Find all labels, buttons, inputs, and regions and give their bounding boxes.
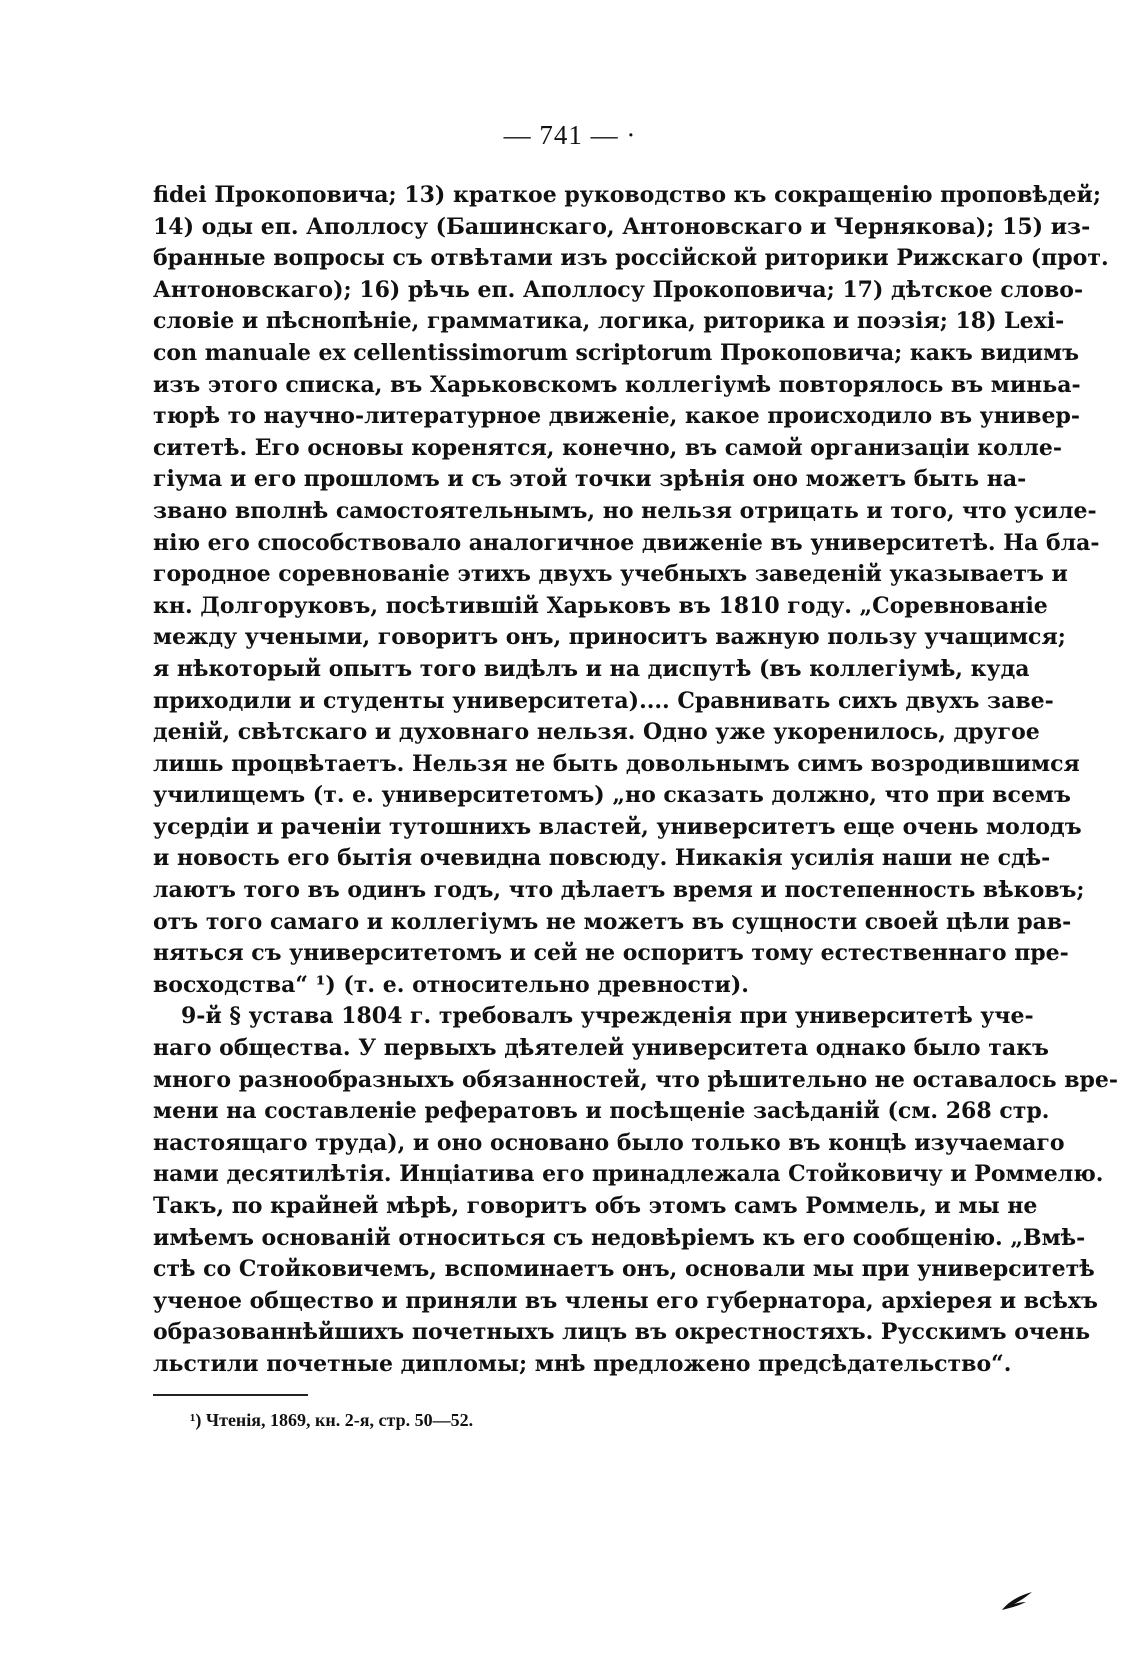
text-line: тюрѣ то научно-литературное движеніе, какое происходило въ универ- [153, 403, 1080, 430]
text-line: нію его способствовало аналогичное движеніе въ университетѣ. На бла- [153, 529, 1100, 556]
text-line: нами десятилѣтія. Инціатива его принадлежала Стойковичу и Роммелю. [153, 1161, 1104, 1188]
ink-mark-icon [1000, 1588, 1034, 1614]
text-line: наго общества. У первыхъ дѣятелей университета однако было такъ [153, 1035, 1049, 1062]
text-line: fidei Прокоповича; 13) краткое руководство къ сокращенію проповѣдей; [153, 182, 1101, 208]
text-line-paragraph-start: 9-й § устава 1804 г. требовалъ учрежденія при университетѣ уче- [181, 1003, 1034, 1030]
text-line: бранные вопросы съ отвѣтами изъ россійской риторики Рижскаго (прот. [153, 245, 1109, 272]
text-line: словіе и пѣснопѣніе, грамматика, логика, риторика и поэзія; 18) Lexi- [153, 308, 1065, 335]
body-text [153, 180, 1119, 1381]
text-line: con manuale ex cellentissimorum scriptorum Прокоповича; какъ видимъ [153, 339, 1080, 366]
text-line: гіума и его прошломъ и съ этой точки зрѣнія оно можетъ быть на- [153, 466, 1027, 493]
text-line: имѣемъ основаній относиться съ недовѣріемъ къ его сообщенію. „Вмѣ- [153, 1224, 1086, 1251]
text-line: 14) оды еп. Аполлосу (Башинскаго, Антоновскаго и Чернякова); 15) из- [153, 213, 1091, 240]
text-line: я нѣкоторый опытъ того видѣлъ и на диспутѣ (въ коллегіумѣ, куда [153, 655, 1030, 682]
text-line: Такъ, по крайней мѣрѣ, говоритъ объ этомъ самъ Роммель, и мы не [153, 1193, 1038, 1219]
text-line: Антоновскаго); 16) рѣчь еп. Аполлосу Прокоповича; 17) дѣтское слово- [153, 276, 1084, 303]
text-line: много разнообразныхъ обязанностей, что рѣшительно не оставалось вре- [153, 1066, 1119, 1093]
footnote: ¹) Чтенія, 1869, кн. 2-я, стр. 50—52. [190, 1410, 474, 1430]
page-number: — 741 — · [503, 120, 637, 150]
text-line-paragraph-end: льстили почетные дипломы; мнѣ предложено предсѣдательство“. [153, 1350, 1012, 1377]
text-line: городное соревнованіе этихъ двухъ учебныхъ заведеній указываетъ и [153, 561, 1068, 588]
text-line: мени на составленіе рефератовъ и посѣщеніе засѣданій (см. 268 стр. [153, 1098, 1050, 1125]
footnote-divider [153, 1394, 308, 1396]
text-line: кн. Долгоруковъ, посѣтившій Харьковъ въ 1810 году. „Соревнованіе [153, 592, 1048, 619]
text-line-paragraph-end: восходства“ ¹) (т. е. относительно древности). [153, 971, 749, 998]
text-line: звано вполнѣ самостоятельнымъ, но нельзя отрицать и того, что усиле- [153, 497, 1097, 524]
text-line: стѣ со Стойковичемъ, вспоминаетъ онъ, основали мы при университетѣ [153, 1256, 1095, 1283]
text-line: училищемъ (т. е. университетомъ) „но сказать должно, что при всемъ [153, 782, 1071, 809]
text-line: образованнѣйшихъ почетныхъ лицъ въ окрестностяхъ. Русскимъ очень [153, 1319, 1091, 1346]
text-line: усердіи и раченіи тутошнихъ властей, университетъ еще очень молодъ [153, 813, 1082, 840]
text-line: приходили и студенты университета).... Сравнивать сихъ двухъ заве- [153, 687, 1054, 714]
text-line: изъ этого списка, въ Харьковскомъ коллегіумѣ повторялось въ миньа- [153, 371, 1081, 398]
text-line: ситетѣ. Его основы коренятся, конечно, въ самой организаціи колле- [153, 434, 1062, 461]
text-line: между учеными, говоритъ онъ, приноситъ важную пользу учащимся; [153, 624, 1066, 651]
text-line: няться съ университетомъ и сей не оспоритъ тому естественнаго пре- [153, 940, 1069, 967]
text-line: деній, свѣтскаго и духовнаго нельзя. Одно уже укоренилось, другое [153, 719, 1040, 746]
text-line: лишь процвѣтаетъ. Нельзя не быть довольнымъ симъ возродившимся [153, 750, 1080, 777]
text-line: лаютъ того въ одинъ годъ, что дѣлаетъ время и постепенность вѣковъ; [153, 877, 1085, 904]
text-line: отъ того самаго и коллегіумъ не можетъ въ сущности своей цѣли рав- [153, 908, 1072, 935]
text-line: настоящаго труда), и оно основано было только въ концѣ изучаемаго [153, 1129, 1065, 1156]
text-line: и новость его бытія очевидна повсюду. Никакія усилія наши не сдѣ- [153, 845, 1051, 872]
text-line: ученое общество и приняли въ члены его губернатора, архіерея и всѣхъ [153, 1287, 1098, 1314]
